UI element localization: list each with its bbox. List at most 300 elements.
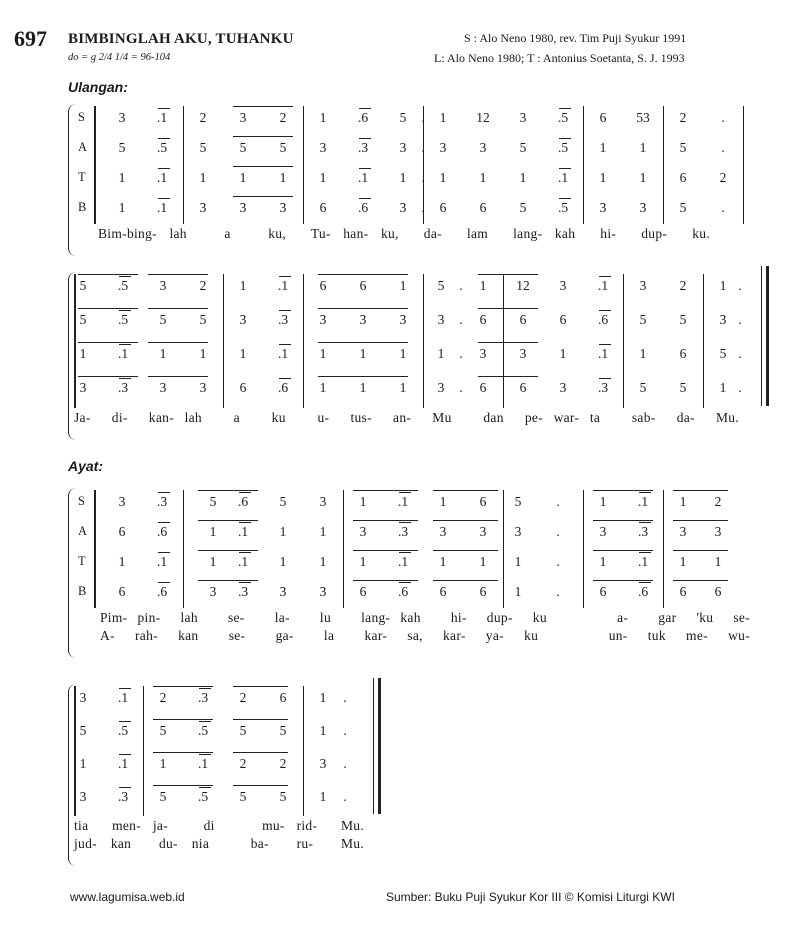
note: 1 bbox=[159, 346, 167, 361]
note: .1 bbox=[597, 346, 609, 361]
note: 3 bbox=[599, 200, 607, 215]
note-beam bbox=[639, 552, 651, 553]
note: .1 bbox=[237, 554, 249, 569]
note: .1 bbox=[156, 110, 168, 125]
note: 2 bbox=[679, 110, 687, 125]
music-credit: S : Alo Neno 1980, rev. Tim Puji Syukur 1991 bbox=[464, 31, 687, 45]
note: 1 bbox=[399, 278, 407, 293]
voice-label-t: T bbox=[78, 170, 86, 184]
group-beam bbox=[233, 719, 288, 720]
note: 53 bbox=[636, 110, 650, 125]
voice-label-b: B bbox=[78, 584, 87, 598]
barline bbox=[503, 490, 504, 608]
song-number: 697 bbox=[14, 26, 47, 51]
note: 1 bbox=[319, 723, 327, 738]
group-beam bbox=[233, 686, 288, 687]
note: 5 bbox=[279, 494, 287, 509]
note-beam bbox=[639, 492, 651, 493]
note: . bbox=[556, 524, 560, 539]
note: 1 bbox=[599, 140, 607, 155]
note-beam bbox=[199, 754, 211, 755]
note: .1 bbox=[117, 346, 129, 361]
note: 3 bbox=[514, 524, 522, 539]
note: 1 bbox=[209, 524, 217, 539]
note: 1 bbox=[679, 494, 687, 509]
note: . bbox=[343, 690, 347, 705]
note: 2 bbox=[199, 278, 207, 293]
note: 1 bbox=[319, 346, 327, 361]
group-beam bbox=[198, 520, 258, 521]
note: .5 bbox=[117, 312, 129, 327]
note: . bbox=[343, 756, 347, 771]
group-beam bbox=[673, 580, 728, 581]
note-beam bbox=[199, 721, 211, 722]
note: 5 bbox=[279, 789, 287, 804]
note: 1 bbox=[437, 346, 445, 361]
note: 5 bbox=[679, 200, 687, 215]
note-beam bbox=[599, 310, 611, 311]
note: 3 bbox=[79, 789, 87, 804]
note: .1 bbox=[197, 756, 209, 771]
note: 1 bbox=[399, 170, 407, 185]
note: 3 bbox=[319, 756, 327, 771]
note: 1 bbox=[439, 554, 447, 569]
barline bbox=[743, 106, 744, 224]
note: 3 bbox=[199, 200, 207, 215]
note: .5 bbox=[197, 723, 209, 738]
note-beam bbox=[359, 198, 371, 199]
group-beam bbox=[153, 752, 213, 753]
group-beam bbox=[233, 785, 288, 786]
note: .3 bbox=[597, 380, 609, 395]
note-beam bbox=[158, 582, 170, 583]
note-beam bbox=[359, 168, 371, 169]
note: 5 bbox=[279, 140, 287, 155]
voice-label-t: T bbox=[78, 554, 86, 568]
note: 1 bbox=[479, 170, 487, 185]
note-beam bbox=[399, 582, 411, 583]
barline bbox=[663, 106, 664, 224]
barline bbox=[343, 490, 344, 608]
note: 1 bbox=[439, 170, 447, 185]
note: 3 bbox=[479, 140, 487, 155]
note: 1 bbox=[714, 554, 722, 569]
note: .5 bbox=[117, 723, 129, 738]
note: 1 bbox=[319, 380, 327, 395]
group-beam bbox=[153, 785, 213, 786]
note: 1 bbox=[319, 524, 327, 539]
note: 3 bbox=[714, 524, 722, 539]
note: 5 bbox=[679, 140, 687, 155]
note: 3 bbox=[239, 110, 247, 125]
note: 5 bbox=[519, 200, 527, 215]
note: 3 bbox=[359, 312, 367, 327]
note: 6 bbox=[519, 380, 527, 395]
note: 6 bbox=[439, 584, 447, 599]
note: .1 bbox=[277, 346, 289, 361]
group-beam bbox=[433, 520, 498, 521]
note: . bbox=[738, 278, 742, 293]
note: . bbox=[721, 110, 725, 125]
barline bbox=[303, 686, 304, 816]
lyric-line-1: Bim-bing- lah a ku, Tu- han- ku, da- lam lang- kah hi- dup- ku. bbox=[98, 226, 710, 241]
group-beam bbox=[153, 686, 213, 687]
note: 5 bbox=[719, 346, 727, 361]
note: 1 bbox=[639, 346, 647, 361]
note: .5 bbox=[156, 140, 168, 155]
group-beam bbox=[478, 274, 538, 275]
note-beam bbox=[279, 310, 291, 311]
note-beam bbox=[599, 378, 611, 379]
voice-label-a: A bbox=[78, 140, 88, 154]
system-brace bbox=[68, 488, 76, 658]
group-beam bbox=[593, 520, 653, 521]
note: .3 bbox=[156, 494, 168, 509]
group-beam bbox=[478, 376, 538, 377]
group-beam bbox=[433, 580, 498, 581]
note: .1 bbox=[397, 494, 409, 509]
group-beam bbox=[673, 550, 728, 551]
note: 1 bbox=[599, 170, 607, 185]
barline bbox=[303, 274, 304, 408]
website-footer[interactable]: www.lagumisa.web.id bbox=[70, 890, 185, 904]
start-barline bbox=[94, 106, 96, 224]
note: 1 bbox=[519, 170, 527, 185]
source-footer: Sumber: Buku Puji Syukur Kor III © Komisi Liturgi KWI bbox=[386, 890, 675, 904]
barline bbox=[223, 274, 224, 408]
note-beam bbox=[239, 492, 251, 493]
note-beam bbox=[158, 552, 170, 553]
voice-label-a: A bbox=[78, 524, 88, 538]
group-beam bbox=[148, 342, 208, 343]
note: 2 bbox=[239, 756, 247, 771]
group-beam bbox=[318, 308, 408, 309]
note: 2 bbox=[239, 690, 247, 705]
note: .1 bbox=[357, 170, 369, 185]
note: 1 bbox=[118, 170, 126, 185]
barline bbox=[583, 490, 584, 608]
note: 12 bbox=[476, 110, 490, 125]
note: 3 bbox=[719, 312, 727, 327]
note-beam bbox=[359, 138, 371, 139]
note: .5 bbox=[557, 110, 569, 125]
note-beam bbox=[158, 522, 170, 523]
note: 3 bbox=[479, 346, 487, 361]
note: 6 bbox=[118, 584, 126, 599]
note-beam bbox=[158, 198, 170, 199]
note: 1 bbox=[79, 346, 87, 361]
note: 3 bbox=[118, 494, 126, 509]
barline bbox=[503, 274, 504, 408]
note: .1 bbox=[117, 690, 129, 705]
note: 6 bbox=[239, 380, 247, 395]
note: 6 bbox=[679, 584, 687, 599]
note: 6 bbox=[319, 278, 327, 293]
barline bbox=[183, 490, 184, 608]
note: 5 bbox=[239, 789, 247, 804]
note-beam bbox=[599, 276, 611, 277]
note: 3 bbox=[439, 140, 447, 155]
note: 1 bbox=[319, 170, 327, 185]
group-beam bbox=[78, 274, 138, 275]
note: 6 bbox=[479, 494, 487, 509]
lyric-line-2: A- rah- kan se- ga- la kar- sa, kar- ya- ku un- tuk me- wu- bbox=[100, 628, 750, 643]
note: 1 bbox=[118, 200, 126, 215]
barline bbox=[623, 274, 624, 408]
note-beam bbox=[119, 787, 131, 788]
note: . bbox=[343, 789, 347, 804]
note: 3 bbox=[679, 524, 687, 539]
group-beam bbox=[198, 550, 258, 551]
group-beam bbox=[148, 274, 208, 275]
note: 1 bbox=[209, 554, 217, 569]
note: 3 bbox=[399, 140, 407, 155]
group-beam bbox=[353, 520, 418, 521]
note: . bbox=[556, 494, 560, 509]
note: 1 bbox=[599, 494, 607, 509]
note: .6 bbox=[156, 524, 168, 539]
note: 6 bbox=[359, 584, 367, 599]
system-brace bbox=[68, 104, 76, 256]
note: 2 bbox=[279, 110, 287, 125]
note-beam bbox=[279, 344, 291, 345]
barline bbox=[303, 106, 304, 224]
group-beam bbox=[233, 136, 293, 137]
note: 5 bbox=[159, 789, 167, 804]
barline bbox=[423, 274, 424, 408]
note-beam bbox=[199, 688, 211, 689]
note: .3 bbox=[117, 380, 129, 395]
group-beam bbox=[433, 550, 498, 551]
note: . bbox=[556, 584, 560, 599]
note-beam bbox=[559, 108, 571, 109]
group-beam bbox=[353, 580, 418, 581]
note: .6 bbox=[357, 200, 369, 215]
note: 1 bbox=[159, 756, 167, 771]
note-beam bbox=[119, 344, 131, 345]
note: 3 bbox=[399, 312, 407, 327]
final-barline-thin bbox=[373, 678, 374, 814]
group-beam bbox=[78, 342, 138, 343]
group-beam bbox=[78, 308, 138, 309]
note: 1 bbox=[514, 584, 522, 599]
final-barline-thick bbox=[378, 678, 381, 814]
lyric-line-1: Pim- pin- lah se- la- lu lang- kah hi- dup- ku a- gar 'ku se- bbox=[100, 610, 750, 625]
note: 3 bbox=[559, 278, 567, 293]
note: 1 bbox=[319, 554, 327, 569]
note: 6 bbox=[439, 200, 447, 215]
group-beam bbox=[233, 752, 288, 753]
note: 6 bbox=[479, 380, 487, 395]
barline bbox=[183, 106, 184, 224]
barline bbox=[703, 274, 704, 408]
note: . bbox=[738, 312, 742, 327]
note: 5 bbox=[279, 723, 287, 738]
note: 2 bbox=[199, 110, 207, 125]
group-beam bbox=[593, 580, 653, 581]
note: 1 bbox=[439, 494, 447, 509]
lyric-line-2: jud- kan du- nia ba- ru- Mu. bbox=[74, 836, 364, 851]
note: 5 bbox=[159, 312, 167, 327]
note: 5 bbox=[437, 278, 445, 293]
note: 3 bbox=[319, 584, 327, 599]
note: .1 bbox=[277, 278, 289, 293]
note: . bbox=[721, 140, 725, 155]
note-beam bbox=[559, 198, 571, 199]
group-beam bbox=[198, 490, 258, 491]
note: 3 bbox=[359, 524, 367, 539]
group-beam bbox=[148, 308, 208, 309]
lyric-line-1: tia men- ja- di mu- rid- Mu. bbox=[74, 818, 364, 833]
note: 3 bbox=[479, 524, 487, 539]
note: 3 bbox=[639, 200, 647, 215]
note: . bbox=[459, 346, 463, 361]
note: .6 bbox=[357, 110, 369, 125]
note: 1 bbox=[439, 110, 447, 125]
group-beam bbox=[233, 106, 293, 107]
note: 3 bbox=[639, 278, 647, 293]
note: 1 bbox=[279, 524, 287, 539]
note-beam bbox=[158, 138, 170, 139]
note: 6 bbox=[279, 690, 287, 705]
note: 1 bbox=[79, 756, 87, 771]
note: 2 bbox=[679, 278, 687, 293]
note: .1 bbox=[597, 278, 609, 293]
note: .1 bbox=[156, 170, 168, 185]
note: 12 bbox=[516, 278, 530, 293]
note-beam bbox=[399, 522, 411, 523]
note: 5 bbox=[514, 494, 522, 509]
note-beam bbox=[359, 108, 371, 109]
lyric-line-1: Ja- di- kan- lah a ku u- tus- an- Mu dan pe- war- ta sab- da- Mu. bbox=[74, 410, 739, 425]
group-beam bbox=[593, 550, 653, 551]
note-beam bbox=[279, 378, 291, 379]
note: 3 bbox=[239, 312, 247, 327]
note: 1 bbox=[639, 140, 647, 155]
start-barline bbox=[94, 490, 96, 608]
note: 3 bbox=[519, 110, 527, 125]
note: . bbox=[738, 380, 742, 395]
note: . bbox=[343, 723, 347, 738]
note: 1 bbox=[679, 554, 687, 569]
note-beam bbox=[599, 344, 611, 345]
refrain-label: Ulangan: bbox=[68, 79, 128, 95]
note: 2 bbox=[279, 756, 287, 771]
note: 1 bbox=[239, 170, 247, 185]
note: 3 bbox=[519, 346, 527, 361]
note: 1 bbox=[639, 170, 647, 185]
note: 5 bbox=[199, 312, 207, 327]
group-beam bbox=[353, 490, 418, 491]
note: 6 bbox=[118, 524, 126, 539]
note-beam bbox=[639, 582, 651, 583]
note: 3 bbox=[118, 110, 126, 125]
note: 1 bbox=[479, 278, 487, 293]
barline bbox=[143, 686, 144, 816]
note: 6 bbox=[479, 200, 487, 215]
note: . bbox=[738, 346, 742, 361]
final-barline-thick bbox=[766, 266, 769, 406]
note-beam bbox=[399, 492, 411, 493]
note: 6 bbox=[359, 278, 367, 293]
note: .3 bbox=[197, 690, 209, 705]
note: .3 bbox=[277, 312, 289, 327]
group-beam bbox=[318, 274, 408, 275]
note: 3 bbox=[209, 584, 217, 599]
note-beam bbox=[119, 754, 131, 755]
note: 1 bbox=[118, 554, 126, 569]
note: 1 bbox=[599, 554, 607, 569]
voice-label-s: S bbox=[78, 110, 85, 124]
note: 2 bbox=[714, 494, 722, 509]
note: 1 bbox=[719, 380, 727, 395]
note-beam bbox=[158, 168, 170, 169]
note: 1 bbox=[359, 380, 367, 395]
group-beam bbox=[478, 342, 538, 343]
note: 1 bbox=[319, 110, 327, 125]
note: 5 bbox=[399, 110, 407, 125]
note: 2 bbox=[719, 170, 727, 185]
note: 6 bbox=[599, 584, 607, 599]
note: 3 bbox=[437, 380, 445, 395]
note: 1 bbox=[199, 346, 207, 361]
group-beam bbox=[478, 308, 538, 309]
note: 1 bbox=[279, 170, 287, 185]
note: .3 bbox=[237, 584, 249, 599]
note: .5 bbox=[557, 140, 569, 155]
note: 5 bbox=[679, 380, 687, 395]
note: .6 bbox=[277, 380, 289, 395]
group-beam bbox=[198, 580, 258, 581]
note: 6 bbox=[319, 200, 327, 215]
group-beam bbox=[318, 342, 408, 343]
note: .1 bbox=[156, 200, 168, 215]
note: 3 bbox=[559, 380, 567, 395]
note: 5 bbox=[639, 380, 647, 395]
note: 1 bbox=[399, 380, 407, 395]
note: 1 bbox=[239, 278, 247, 293]
note: .6 bbox=[156, 584, 168, 599]
note: 6 bbox=[479, 584, 487, 599]
group-beam bbox=[78, 376, 138, 377]
note-beam bbox=[639, 522, 651, 523]
note-beam bbox=[559, 168, 571, 169]
note: 1 bbox=[359, 346, 367, 361]
note: 3 bbox=[439, 524, 447, 539]
note-beam bbox=[239, 582, 251, 583]
note: 6 bbox=[479, 312, 487, 327]
group-beam bbox=[233, 196, 293, 197]
note-beam bbox=[119, 310, 131, 311]
note: 1 bbox=[399, 346, 407, 361]
note-beam bbox=[239, 552, 251, 553]
note: 5 bbox=[79, 278, 87, 293]
note: .6 bbox=[637, 584, 649, 599]
note: 3 bbox=[437, 312, 445, 327]
note: 3 bbox=[279, 200, 287, 215]
note: .1 bbox=[637, 494, 649, 509]
group-beam bbox=[433, 490, 498, 491]
barline bbox=[663, 490, 664, 608]
note: 2 bbox=[159, 690, 167, 705]
note-beam bbox=[279, 276, 291, 277]
note: .1 bbox=[156, 554, 168, 569]
note: 3 bbox=[279, 584, 287, 599]
note: .5 bbox=[117, 278, 129, 293]
note: 6 bbox=[714, 584, 722, 599]
group-beam bbox=[148, 376, 208, 377]
note: 3 bbox=[159, 278, 167, 293]
